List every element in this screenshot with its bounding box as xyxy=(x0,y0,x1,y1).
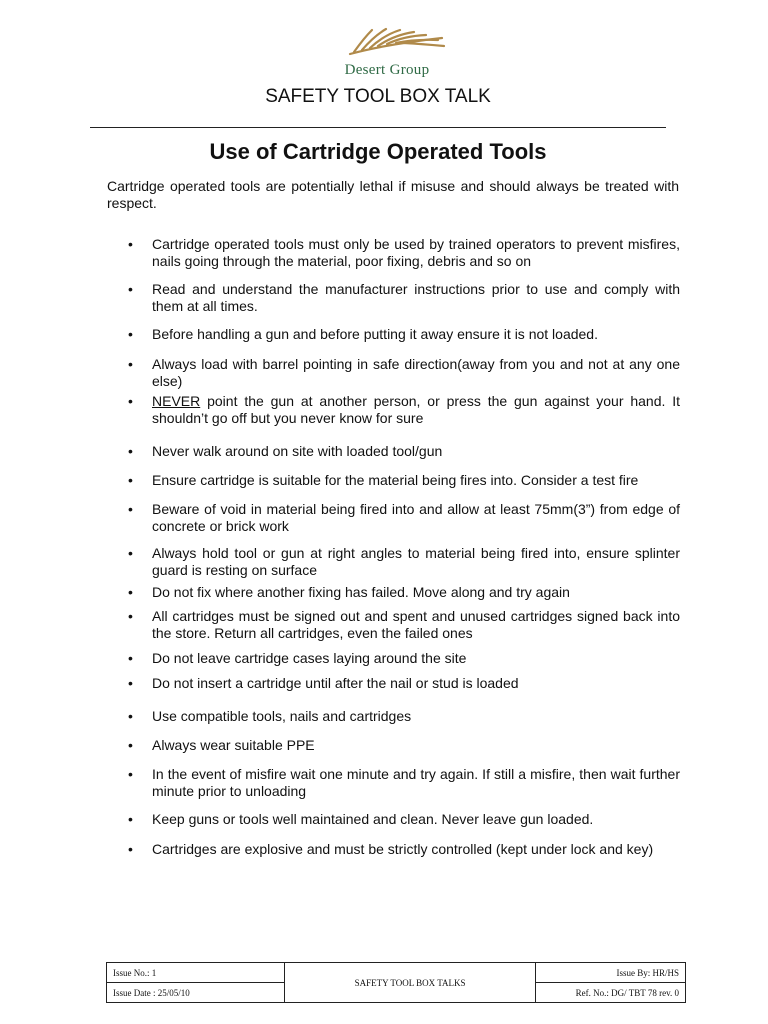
list-item-text: All cartridges must be signed out and spent and unused cartridges signed back into the store. Return all cartridges, even the failed ones xyxy=(152,608,680,641)
bullet-icon: • xyxy=(128,708,133,724)
list-item-text: Keep guns or tools well maintained and clean. Never leave gun loaded. xyxy=(152,811,594,827)
list-item xyxy=(128,650,680,667)
reference-number: Ref. No.: DG/ TBT 78 rev. 0 xyxy=(535,983,685,1003)
list-item xyxy=(128,326,680,343)
list-item-text: Do not leave cartridge cases laying around the site xyxy=(152,650,467,666)
list-item xyxy=(128,675,680,692)
header-divider xyxy=(90,127,666,128)
list-item-text: Never walk around on site with loaded tool/gun xyxy=(152,443,443,459)
bullet-icon: • xyxy=(128,737,133,753)
bullet-icon: • xyxy=(128,472,133,488)
issue-date: Issue Date : 25/05/10 xyxy=(107,983,285,1003)
list-item xyxy=(128,393,680,427)
list-item-text: Do not fix where another fixing has failed. Move along and try again xyxy=(152,584,570,600)
bullet-icon: • xyxy=(128,811,133,827)
intro-paragraph: Cartridge operated tools are potentially lethal if misuse and should always be treated with respect. xyxy=(107,178,679,211)
list-item-text-wrapper xyxy=(152,393,680,427)
bullet-icon: • xyxy=(128,443,133,459)
document-title: Use of Cartridge Operated Tools xyxy=(209,139,547,164)
list-item-text: Ensure cartridge is suitable for the material being fires into. Consider a test fire xyxy=(152,472,639,488)
list-item-text: point the gun at another person, or press the gun against your hand. It shouldn’t go off but you never know for sure xyxy=(152,393,681,426)
never-emphasis: NEVER xyxy=(152,393,201,409)
bullet-icon: • xyxy=(128,501,133,517)
list-item-text: Use compatible tools, nails and cartridges xyxy=(152,708,412,724)
list-item-text: Beware of void in material being fired into and allow at least 75mm(3”) from edge of concrete or brick work xyxy=(152,501,680,534)
bullet-icon: • xyxy=(128,356,133,372)
list-item-text: Always load with barrel pointing in safe direction(away from you and not at any one else) xyxy=(152,356,680,389)
list-item xyxy=(128,841,680,858)
bullet-icon: • xyxy=(128,841,133,857)
bullet-icon: • xyxy=(128,281,133,297)
footer-row xyxy=(107,963,686,983)
list-item-text: Read and understand the manufacturer instructions prior to use and comply with them at all times. xyxy=(152,281,680,314)
list-item xyxy=(128,737,680,754)
list-item-text: Cartridge operated tools must only be used by trained operators to prevent misfires, nails going through the material, poor fixing, debris and so on xyxy=(152,236,680,269)
company-logo xyxy=(292,26,482,84)
bullet-icon: • xyxy=(128,766,133,782)
bullet-icon: • xyxy=(128,584,133,600)
issue-by: Issue By: HR/HS xyxy=(535,963,685,983)
logo-wordmark: Desert Group xyxy=(344,62,430,78)
bullet-icon: • xyxy=(128,393,133,409)
footer-center-title: SAFETY TOOL BOX TALKS xyxy=(285,963,536,1003)
bullet-icon: • xyxy=(128,650,133,666)
list-item-text: Always wear suitable PPE xyxy=(152,737,315,753)
bullet-icon: • xyxy=(128,545,133,561)
document-footer-table xyxy=(106,962,686,1003)
list-item-text: Before handling a gun and before putting it away ensure it is not loaded. xyxy=(152,326,598,342)
list-item-text: Do not insert a cartridge until after the nail or stud is loaded xyxy=(152,675,519,691)
bullet-icon: • xyxy=(128,675,133,691)
list-item xyxy=(128,501,680,535)
list-item xyxy=(128,584,680,601)
header-title: SAFETY TOOL BOX TALK xyxy=(265,86,491,107)
list-item xyxy=(128,443,680,460)
list-item xyxy=(128,472,680,489)
list-item-text: Cartridges are explosive and must be strictly controlled (kept under lock and key) xyxy=(152,841,654,857)
bullet-icon: • xyxy=(128,326,133,342)
list-item xyxy=(128,766,680,800)
list-item xyxy=(128,281,680,315)
list-item xyxy=(128,708,680,725)
palm-leaf-icon xyxy=(292,26,482,66)
list-item-text: In the event of misfire wait one minute and try again. If still a misfire, then wait further minute prior to unloading xyxy=(152,766,680,799)
bullet-icon: • xyxy=(128,608,133,624)
bullet-icon: • xyxy=(128,236,133,252)
list-item-text: Always hold tool or gun at right angles to material being fired into, ensure splinter guard is resting on surface xyxy=(152,545,680,578)
issue-number: Issue No.: 1 xyxy=(107,963,285,983)
list-item xyxy=(128,356,680,390)
list-item xyxy=(128,236,680,270)
list-item xyxy=(128,608,680,642)
list-item xyxy=(128,811,680,828)
list-item xyxy=(128,545,680,579)
